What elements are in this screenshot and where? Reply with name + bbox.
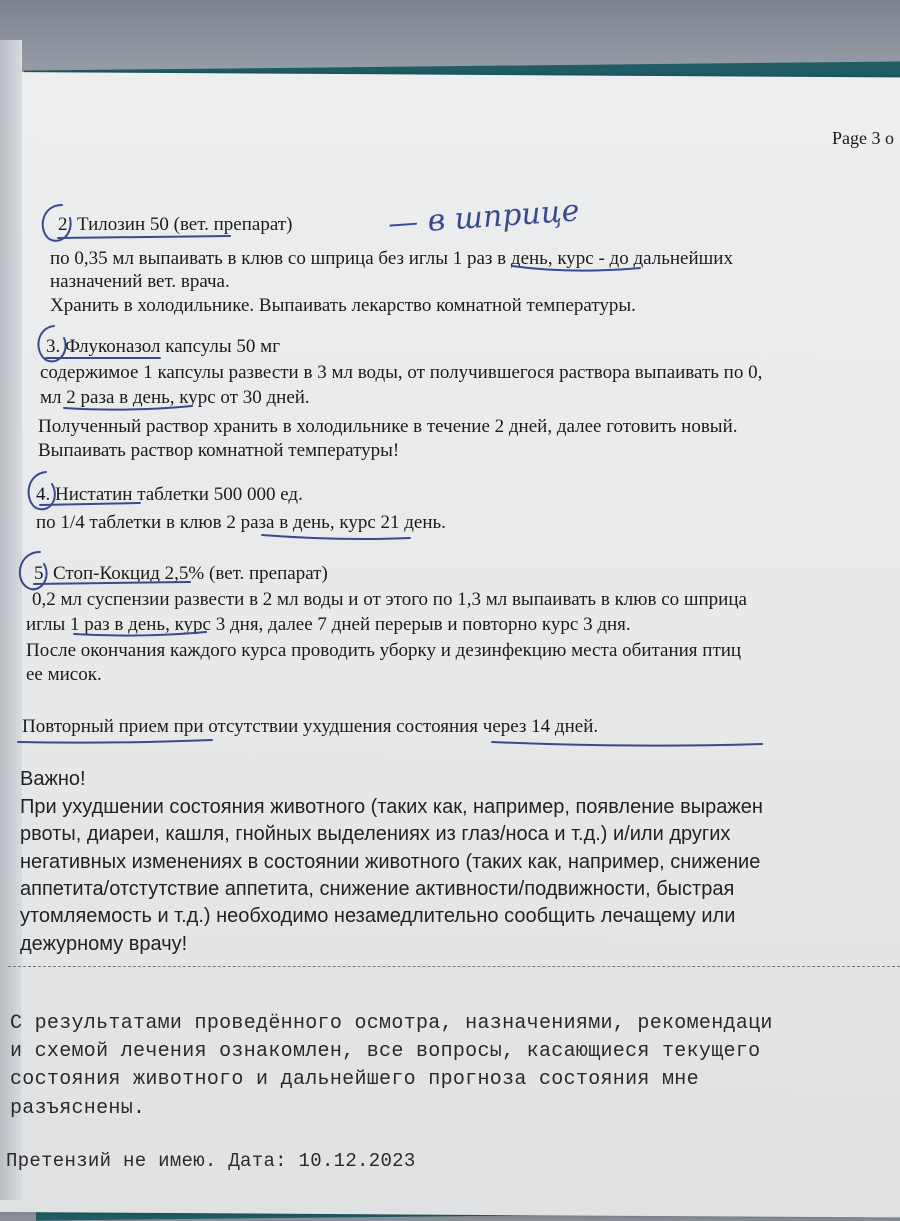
item-title-nystatin: 4. Нистатин таблетки 500 000 ед. xyxy=(36,484,303,505)
important-heading: Важно! xyxy=(20,768,86,790)
item-line: назначений вет. врача. xyxy=(50,271,230,292)
consent-line: и схемой лечения ознакомлен, все вопросы, касающиеся текущего xyxy=(10,1040,761,1063)
item-title-stop-kokcid: 5. Стоп-Кокцид 2,5% (вет. препарат) xyxy=(34,563,328,584)
repeat-visit-note: Повторный прием при отсутствии ухудшения состояния через 14 дней. xyxy=(22,716,599,737)
important-line: негативных изменениях в состоянии животного (таких как, например, снижение xyxy=(20,851,761,873)
important-line: аппетита/отстутствие аппетита, снижение активности/подвижности, быстрая xyxy=(20,878,735,900)
item-line: 0,2 мл суспензии развести в 2 мл воды и от этого по 1,3 мл выпаивать в клюв со шприца xyxy=(32,589,747,610)
item-line: по 1/4 таблетки в клюв 2 раза в день, курс 21 день. xyxy=(36,512,446,533)
item-line: ее мисок. xyxy=(26,664,102,685)
item-line: После окончания каждого курса проводить уборку и дезинфекцию места обитания птиц xyxy=(26,640,742,661)
consent-line: разъяснены. xyxy=(10,1097,146,1120)
item-line: иглы 1 раз в день, курс 3 дня, далее 7 дней перерыв и повторно курс 3 дня. xyxy=(26,614,631,635)
claims-date-line: Претензий не имею. Дата: 10.12.2023 xyxy=(6,1150,416,1172)
consent-line: С результатами проведённого осмотра, назначениями, рекомендаци xyxy=(10,1012,773,1035)
item-title-tylosin: 2. Тилозин 50 (вет. препарат) xyxy=(58,214,293,235)
important-line: дежурному врачу! xyxy=(20,933,188,955)
item-line: Хранить в холодильнике. Выпаивать лекарство комнатной температуры. xyxy=(50,295,636,316)
handwritten-note: — в шприце xyxy=(387,193,581,242)
item-line: по 0,35 мл выпаивать в клюв со шприца без иглы 1 раз в день, курс - до дальнейших xyxy=(50,248,733,269)
important-line: При ухудшении состояния животного (таких как, например, появление выражен xyxy=(20,796,763,818)
item-line: Выпаивать раствор комнатной температуры! xyxy=(38,440,400,461)
item-line: содержимое 1 капсулы развести в 3 мл воды, от получившегося раствора выпаивать по 0, xyxy=(40,362,763,383)
page-number: Page 3 o xyxy=(832,128,894,148)
item-line: мл 2 раза в день, курс от 30 дней. xyxy=(40,387,310,408)
item-line: Полученный раствор хранить в холодильнике в течение 2 дней, далее готовить новый. xyxy=(38,416,738,437)
important-line: утомляемость и т.д.) необходимо незамедлительно сообщить лечащему или xyxy=(20,905,736,927)
important-line: рвоты, диареи, кашля, гнойных выделениях из глаз/носа и т.д.) и/или других xyxy=(20,823,731,845)
section-divider xyxy=(8,966,900,967)
item-title-fluconazole: 3. Флуконазол капсулы 50 мг xyxy=(46,336,280,357)
consent-line: состояния животного и дальнейшего прогноза состояния мне xyxy=(10,1068,699,1091)
